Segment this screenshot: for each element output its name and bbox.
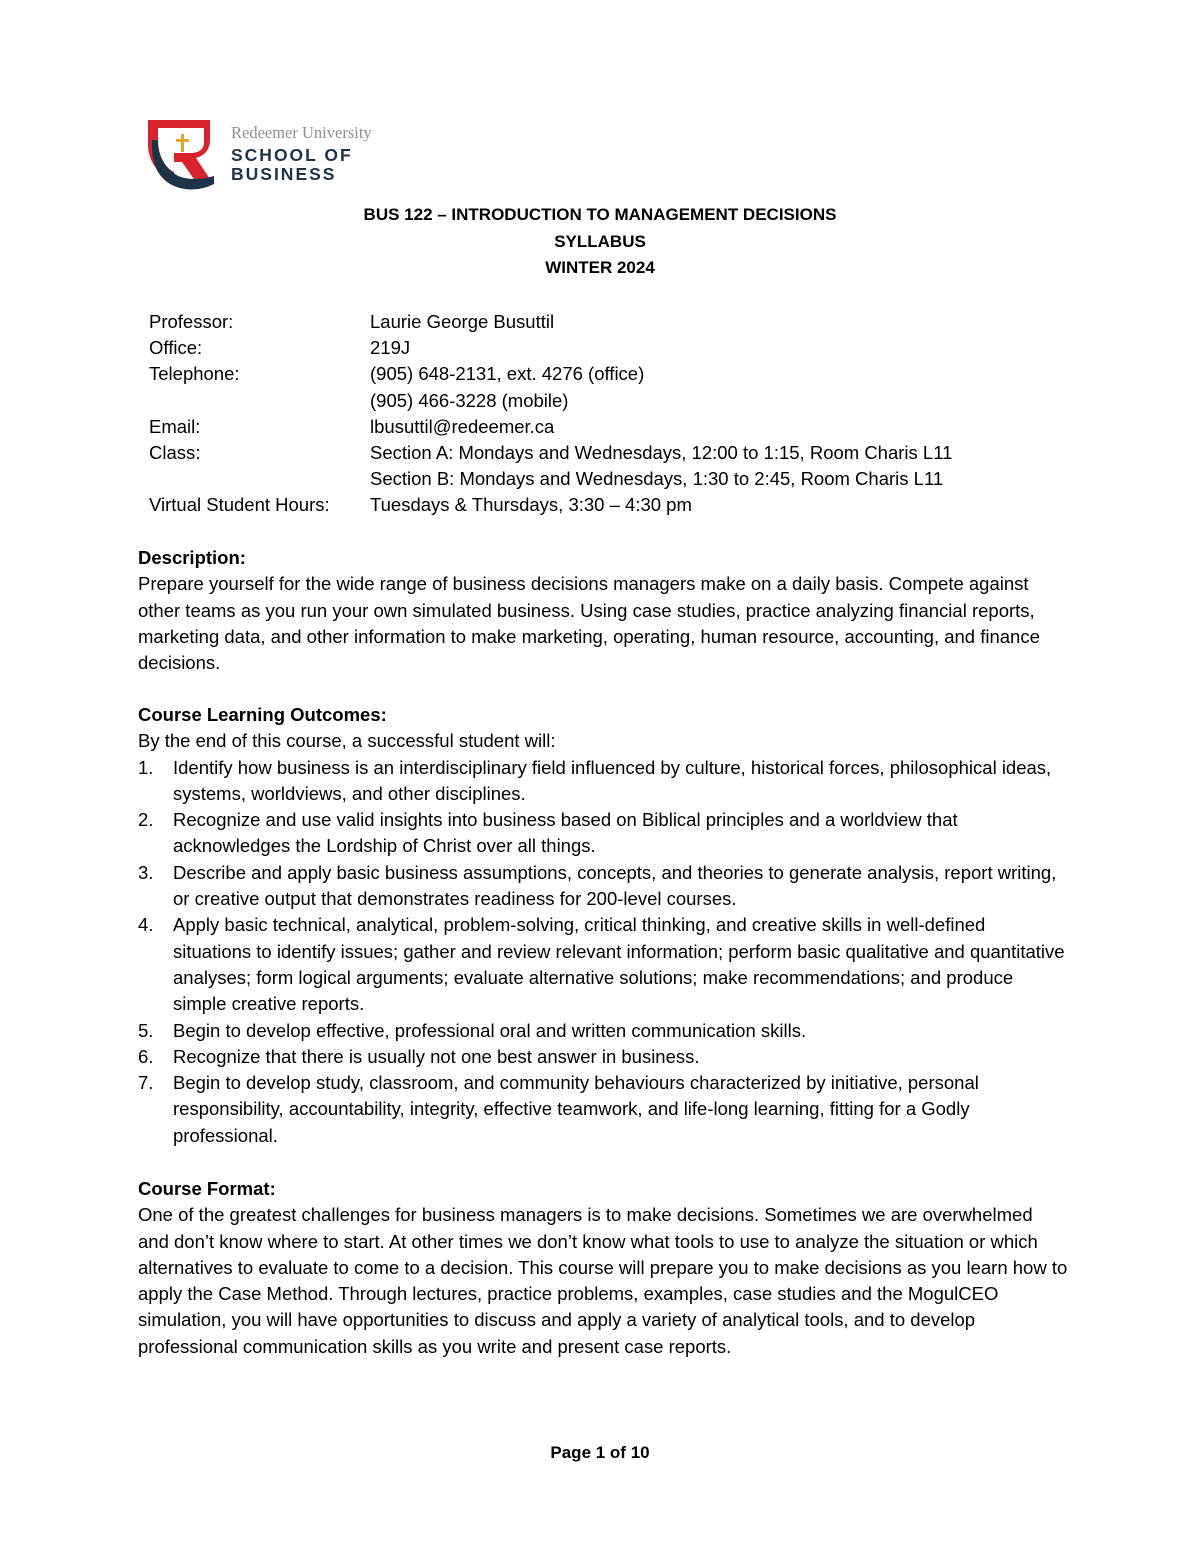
list-item: 1. Identify how business is an interdisciplinary field influenced by culture, historical forces, philosophical ideas, systems, worldviews, and other disciplines. (138, 756, 1052, 804)
email-value[interactable]: lbusuttil@redeemer.ca (370, 416, 555, 437)
outcomes-list (138, 755, 1068, 1149)
office-label: Office: (149, 337, 203, 358)
list-item: 4. Apply basic technical, analytical, problem-solving, critical thinking, and creative skills in well-defined situations to identify issues; gather and review relevant information; perform basic qualitative and quantitative analyses; form logical arguments; evaluate alternative solutions; make recommendations; and produce simple creative reports. (138, 914, 1065, 1015)
office-value: 219J (370, 337, 411, 358)
telephone-mobile: (905) 466-3228 (mobile) (370, 390, 569, 411)
list-item: 3. Describe and apply basic business assumptions, concepts, and theories to generate analysis, report writing, or creative output that demonstrates readiness for 200-level courses. (138, 861, 1057, 910)
format-text: One of the greatest challenges for business managers is to make decisions. Sometimes we are overwhelmed and don’t know where to start. At other times we don’t know what tools to use to analyze the situation or which alternatives to evaluate to come to a decision. This course will prepare you to make decisions as you learn how to apply the Case Method. Through lectures, practice problems, examples, case studies and the MogulCEO simulation, you will have opportunities to discuss and apply a variety of analytical tools, and to develop professional communication skills as you write and present case reports. (138, 1204, 1068, 1357)
outcomes-section (138, 702, 1068, 1149)
course-title: BUS 122 – INTRODUCTION TO MANAGEMENT DECISIONS (363, 205, 837, 224)
document-type: SYLLABUS (554, 232, 646, 251)
description-text: Prepare yourself for the wide range of business decisions managers make on a daily basis. Compete against other teams as you run your own simulated business. Using case studies, practice analyzing financial reports, marketing data, and other information to make marketing, operating, human resource, accounting, and finance decisions. (138, 573, 1040, 674)
school-logo (148, 120, 408, 196)
page-number: Page 1 of 10 (550, 1443, 650, 1462)
format-heading: Course Format: (138, 1178, 276, 1199)
professor-value: Laurie George Busuttil (370, 311, 555, 332)
description-section (138, 545, 1068, 676)
professor-label: Professor: (149, 311, 234, 332)
outcomes-intro: By the end of this course, a successful student will: (138, 730, 556, 752)
section-a: Section A: Mondays and Wednesdays, 12:00 to 1:15, Room Charis L11 (370, 442, 953, 463)
redeemer-shield-icon (148, 120, 218, 194)
telephone-office: (905) 648-2131, ext. 4276 (office) (370, 363, 645, 384)
outcomes-heading: Course Learning Outcomes: (138, 704, 387, 725)
section-b: Section B: Mondays and Wednesdays, 1:30 to 2:45, Room Charis L11 (370, 468, 944, 489)
email-label: Email: (149, 416, 201, 437)
class-label: Class: (149, 442, 201, 463)
description-heading: Description: (138, 547, 246, 568)
hours-value: Tuesdays & Thursdays, 3:30 – 4:30 pm (370, 494, 692, 515)
list-item: 7. Begin to develop study, classroom, and community behaviours characterized by initiative, personal responsibility, accountability, integrity, effective teamwork, and life-long learning, fitting for a Godly professional. (138, 1072, 979, 1146)
list-item: 6. Recognize that there is usually not one best answer in business. (138, 1045, 700, 1067)
telephone-label: Telephone: (149, 363, 240, 384)
term: WINTER 2024 (545, 258, 655, 277)
list-item: 2. Recognize and use valid insights into business based on Biblical principles and a worldview that acknowledges the Lordship of Christ over all things. (138, 809, 958, 857)
logo-business: BUSINESS (231, 164, 337, 184)
format-section (138, 1176, 1068, 1360)
hours-label: Virtual Student Hours: (149, 494, 330, 515)
logo-university-name: Redeemer University (231, 123, 372, 142)
list-item: 5. Begin to develop effective, professional oral and written communication skills. (138, 1019, 807, 1041)
logo-school-of: SCHOOL OF (231, 145, 353, 165)
